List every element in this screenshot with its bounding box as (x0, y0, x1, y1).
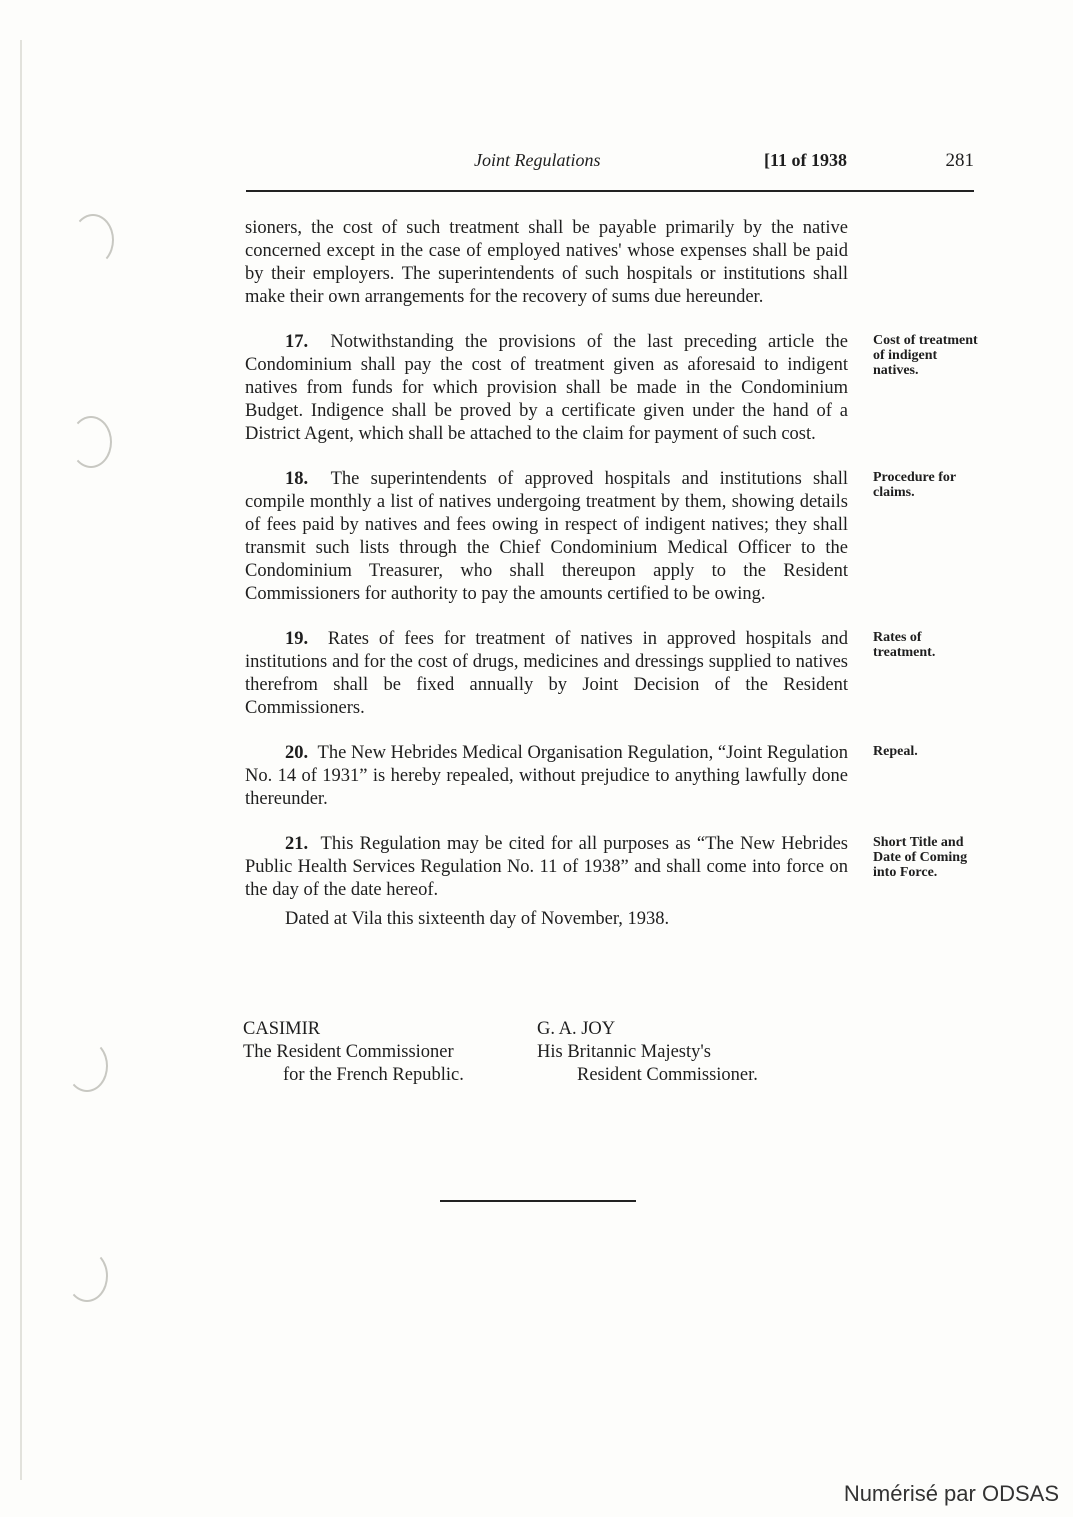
header-reference: [11 of 1938 (764, 150, 847, 170)
margin-note: Cost of treatment of indigent natives. (873, 333, 978, 378)
article-text: The superintendents of approved hospitals and institutions shall compile monthly a list of natives undergoing treatment by them, showing details of fees paid by natives and fees owing in respect of indigent natives; they shall transmit such lists through the Chief Condominium Medical Officer to the Condominium Treasurer, who shall thereupon apply to the Resident Commissioners for authority to pay the amounts certified to be owing. (245, 469, 848, 604)
punch-hole (70, 416, 112, 468)
page-edge (20, 40, 22, 1480)
margin-note: Repeal. (873, 744, 918, 759)
page-number: 281 (945, 150, 974, 171)
continuation-paragraph (245, 217, 848, 309)
header-title: Joint Regulations (474, 150, 601, 170)
punch-hole (66, 1040, 108, 1092)
punch-hole (72, 214, 114, 266)
margin-note: Short Title and Date of Coming into Force. (873, 835, 968, 880)
article-number: 17. (285, 332, 309, 352)
punch-hole (66, 1250, 108, 1302)
header-rule (246, 190, 974, 192)
signatory-title: The Resident Commissioner (243, 1042, 454, 1062)
end-rule (440, 1200, 636, 1202)
margin-note: Procedure for claims. (873, 470, 956, 500)
article-text: Rates of fees for treatment of natives in approved hospitals and institutions and for the cost of drugs, medicines and dressings supplied to natives therefrom shall be fixed annually by Joint Decision of the Resident Commissioners. (245, 629, 849, 718)
continuation-text: sioners, the cost of such treatment shall be payable primarily by the native concerned except in the case of employed natives' whose expenses shall be paid by their employers. The superintendents of such hospitals or institutions shall make their own arrangements for the recovery of sums due hereunder. (245, 218, 848, 307)
article-number: 21. (285, 834, 309, 854)
article-20 (245, 742, 918, 811)
dated-line: Dated at Vila this sixteenth day of November, 1938. (285, 909, 670, 929)
article-text: The New Hebrides Medical Organisation Regulation, “Joint Regulation No. 14 of 1931” is hereby repealed, without prejudice to anything lawfully done thereunder. (245, 743, 848, 809)
article-number: 18. (285, 469, 309, 489)
signature-block (243, 1018, 843, 1098)
article-text: Notwithstanding the provisions of the last preceding article the Condominium shall pay the cost of treatment given as aforesaid to indigent natives from funds for which provision shall be made in the Condominium Budget. Indigence shall be proved by a certificate given under the hand of a District Agent, which shall be attached to the claim for payment of such cost. (245, 332, 848, 444)
signatory-title: His Britannic Majesty's (537, 1042, 711, 1062)
signatory-title: for the French Republic. (283, 1065, 464, 1085)
article-number: 20. (285, 743, 309, 763)
signature-british (537, 1018, 758, 1087)
article-number: 19. (285, 629, 309, 649)
signatory-name: G. A. JOY (537, 1019, 616, 1039)
signature-french (243, 1018, 464, 1087)
article-text: This Regulation may be cited for all purposes as “The New Hebrides Public Health Services Regulation No. 11 of 1938” and shall come into force on the day of the date hereof. (245, 834, 848, 900)
digitization-watermark: Numérisé par ODSAS (843, 1481, 1059, 1506)
article-21 (245, 833, 968, 931)
signatory-name: CASIMIR (243, 1019, 321, 1039)
signatory-title: Resident Commissioner. (577, 1065, 758, 1085)
regulation-body (245, 217, 978, 931)
margin-note: Rates of treatment. (873, 630, 936, 660)
article-17 (245, 331, 978, 446)
article-18 (245, 468, 956, 606)
article-19 (245, 628, 936, 720)
running-header (244, 150, 974, 176)
